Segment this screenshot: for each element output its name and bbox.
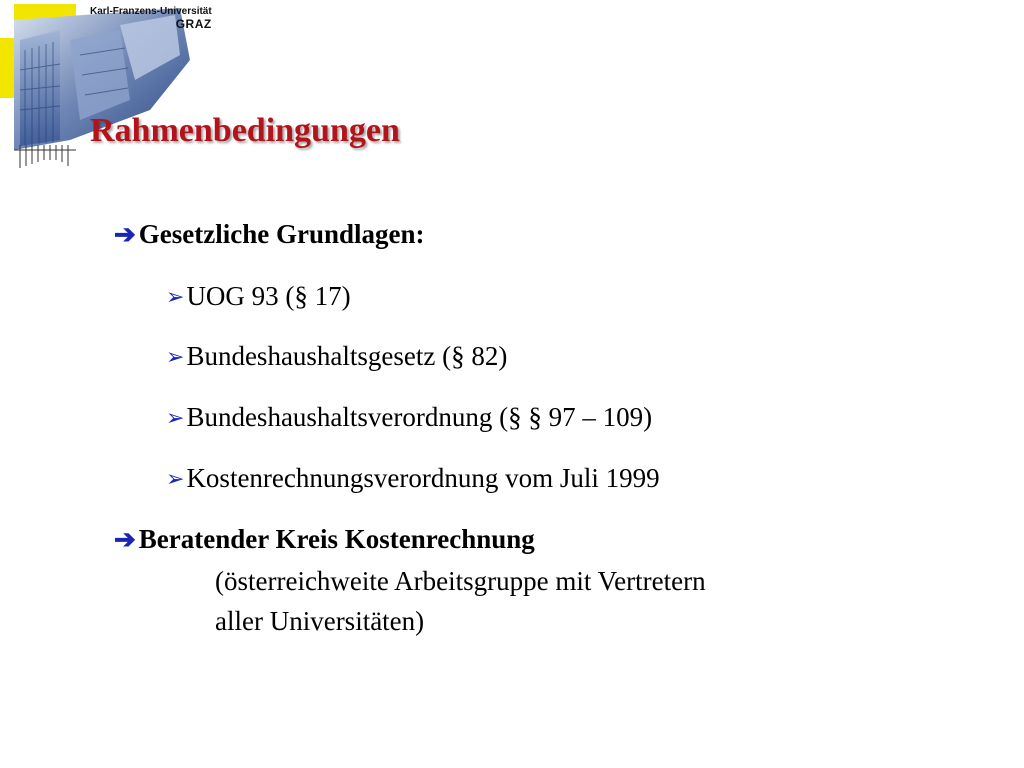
arrow-right-icon: ➔	[114, 220, 136, 249]
triangle-right-icon: ➢	[166, 405, 185, 430]
main-bullet-2	[114, 523, 535, 556]
logo-wordmark	[90, 6, 212, 30]
sub-bullet-2-text: Bundeshaushaltsgesetz (§ 82)	[186, 341, 508, 371]
slide-title: Rahmenbedingungen	[90, 112, 400, 149]
sub-bullet-1	[166, 280, 351, 313]
sub-bullet-2	[166, 340, 507, 373]
triangle-right-icon: ➢	[166, 284, 185, 309]
triangle-right-icon: ➢	[166, 344, 185, 369]
logo-city: GRAZ	[175, 17, 212, 31]
sub-bullet-4-text: Kostenrechnungsverordnung vom Juli 1999	[186, 463, 660, 493]
sub-bullet-3-text: Bundeshaushaltsverordnung (§ § 97 – 109)	[186, 402, 653, 432]
logo-university-name: Karl-Franzens-Universität	[90, 6, 212, 17]
main-bullet-1-label: Gesetzliche Grundlagen:	[138, 219, 425, 249]
sub-bullet-3	[166, 401, 652, 434]
arrow-right-icon: ➔	[114, 525, 136, 554]
sub-bullet-1-text: UOG 93 (§ 17)	[186, 281, 351, 311]
triangle-right-icon: ➢	[166, 466, 185, 491]
main-bullet-2-label: Beratender Kreis Kostenrechnung	[138, 524, 535, 554]
main-bullet-2-desc-line1: (österreichweite Arbeitsgruppe mit Vertretern	[215, 566, 706, 596]
main-bullet-2-desc-line2: aller Universitäten)	[215, 606, 425, 636]
main-bullet-1	[114, 218, 425, 251]
sub-bullet-4	[166, 462, 660, 495]
